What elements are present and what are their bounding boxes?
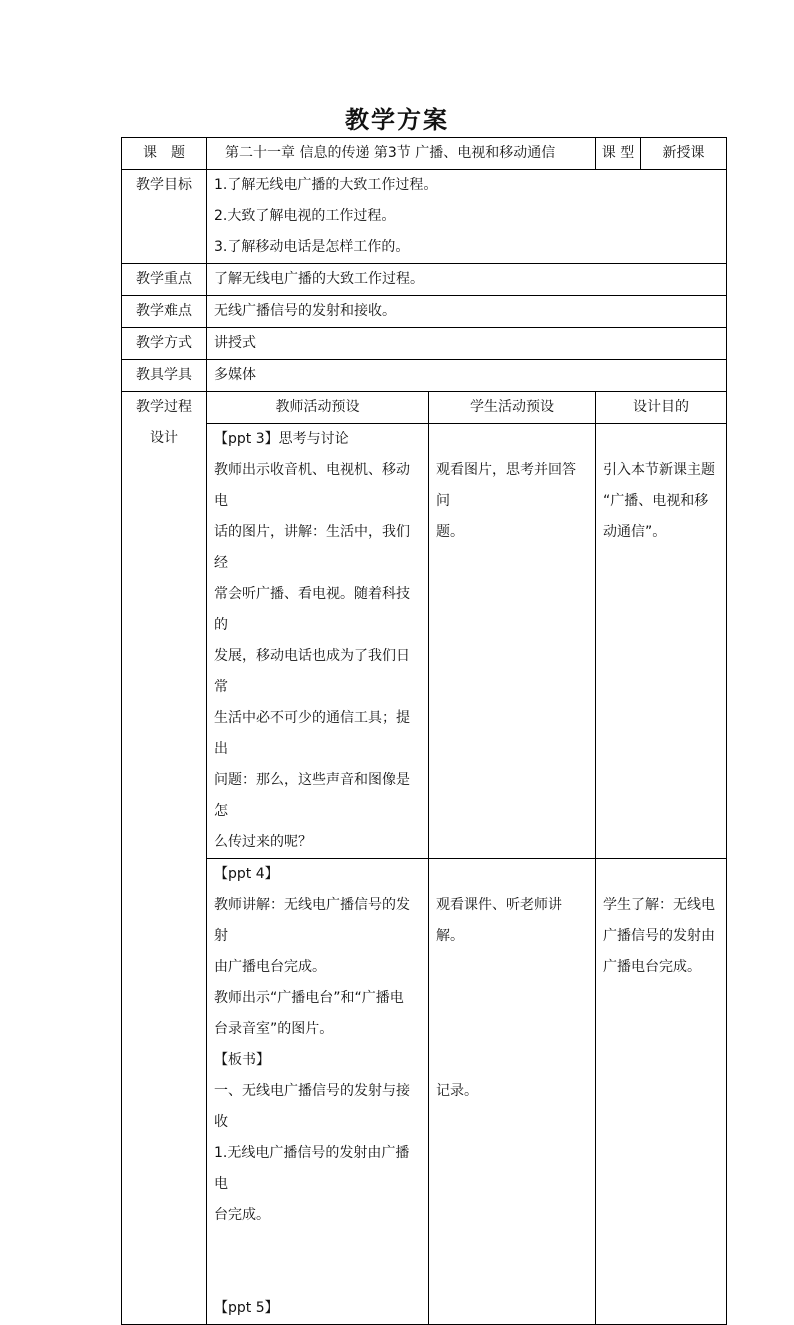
teacher-line: 【ppt 5】: [214, 1300, 279, 1316]
design-purpose-cell: [596, 859, 727, 1325]
document-title: 教学方案: [345, 105, 449, 134]
objective-item: 1.了解无线电广播的大致工作过程。: [214, 177, 438, 193]
purpose-line: 广播电台完成。: [603, 959, 702, 975]
topic-row: [122, 138, 727, 170]
difficulties-value: 无线广播信号的发射和接收。: [207, 296, 727, 328]
lesson-plan-table: [121, 137, 727, 1325]
teacher-line: 【ppt 4】: [214, 866, 279, 882]
purpose-line: 广播信号的发射由: [603, 928, 716, 944]
purpose-line: 动通信”。: [603, 524, 667, 540]
key-points-value: 了解无线电广播的大致工作过程。: [207, 264, 727, 296]
key-points-label: 教学重点: [122, 264, 207, 296]
spacer: [214, 1231, 421, 1293]
purpose-line: 学生了解：无线电: [603, 897, 716, 913]
teacher-line: 【ppt 3】思考与讨论: [214, 431, 349, 447]
difficulties-row: [122, 296, 727, 328]
student-line: 记录。: [436, 1083, 478, 1099]
purpose-line: “广播、电视和移: [603, 493, 709, 509]
objectives-label: 教学目标: [122, 170, 207, 264]
teacher-line: 教师出示“广播电台”和“广播电: [214, 990, 404, 1006]
tools-label: 教具学具: [122, 360, 207, 392]
teacher-line: 问题：那么，这些声音和图像是怎: [214, 772, 410, 819]
student-line: 观看图片，思考并回答问: [436, 462, 576, 509]
teacher-line: 一、无线电广播信号的发射与接收: [214, 1083, 410, 1130]
method-value: 讲授式: [207, 328, 727, 360]
student-line: 观看课件、听老师讲解。: [436, 897, 562, 944]
design-purpose-header: 设计目的: [596, 392, 727, 424]
objectives-row: [122, 170, 727, 264]
teacher-line: 台完成。: [214, 1207, 270, 1223]
teacher-line: 生活中必不可少的通信工具；提出: [214, 710, 410, 757]
objective-item: 3.了解移动电话是怎样工作的。: [214, 239, 410, 255]
purpose-line: 引入本节新课主题: [603, 462, 716, 478]
process-block-1: [122, 424, 727, 859]
teacher-line: 常会听广播、看电视。随着科技的: [214, 586, 410, 633]
teacher-line: 台录音室”的图片。: [214, 1021, 334, 1037]
topic-value: 第二十一章 信息的传递 第3节 广播、电视和移动通信: [207, 138, 596, 170]
process-label-line: 设计: [150, 430, 178, 446]
tools-row: [122, 360, 727, 392]
teacher-activity-cell: [207, 859, 429, 1325]
spacer: [436, 952, 588, 1076]
teacher-line: 【板书】: [214, 1052, 270, 1068]
process-block-2: [122, 859, 727, 1325]
objective-item: 2.大致了解电视的工作过程。: [214, 208, 396, 224]
teacher-line: 发展，移动电话也成为了我们日常: [214, 648, 410, 695]
difficulties-label: 教学难点: [122, 296, 207, 328]
method-row: [122, 328, 727, 360]
tools-value: 多媒体: [207, 360, 727, 392]
teacher-line: 教师讲解：无线电广播信号的发射: [214, 897, 410, 944]
process-header-row: [122, 392, 727, 424]
teacher-activity-cell: [207, 424, 429, 859]
teacher-line: 教师出示收音机、电视机、移动电: [214, 462, 410, 509]
teacher-activity-header: 教师活动预设: [207, 392, 429, 424]
teacher-line: 1.无线电广播信号的发射由广播电: [214, 1145, 410, 1192]
lesson-type-label: 课 型: [596, 138, 641, 170]
topic-label: 课 题: [122, 138, 207, 170]
student-activity-cell: [429, 424, 596, 859]
key-points-row: [122, 264, 727, 296]
student-activity-cell: [429, 859, 596, 1325]
student-activity-header: 学生活动预设: [429, 392, 596, 424]
teacher-line: 由广播电台完成。: [214, 959, 326, 975]
design-purpose-cell: [596, 424, 727, 859]
teacher-line: 话的图片，讲解：生活中，我们经: [214, 524, 410, 571]
method-label: 教学方式: [122, 328, 207, 360]
lesson-type-value: 新授课: [641, 138, 727, 170]
student-line: 题。: [436, 524, 464, 540]
objectives-list: [207, 170, 727, 264]
process-label: [122, 392, 207, 1325]
teacher-line: 么传过来的呢？: [214, 834, 312, 850]
process-label-line: 教学过程: [136, 399, 192, 415]
